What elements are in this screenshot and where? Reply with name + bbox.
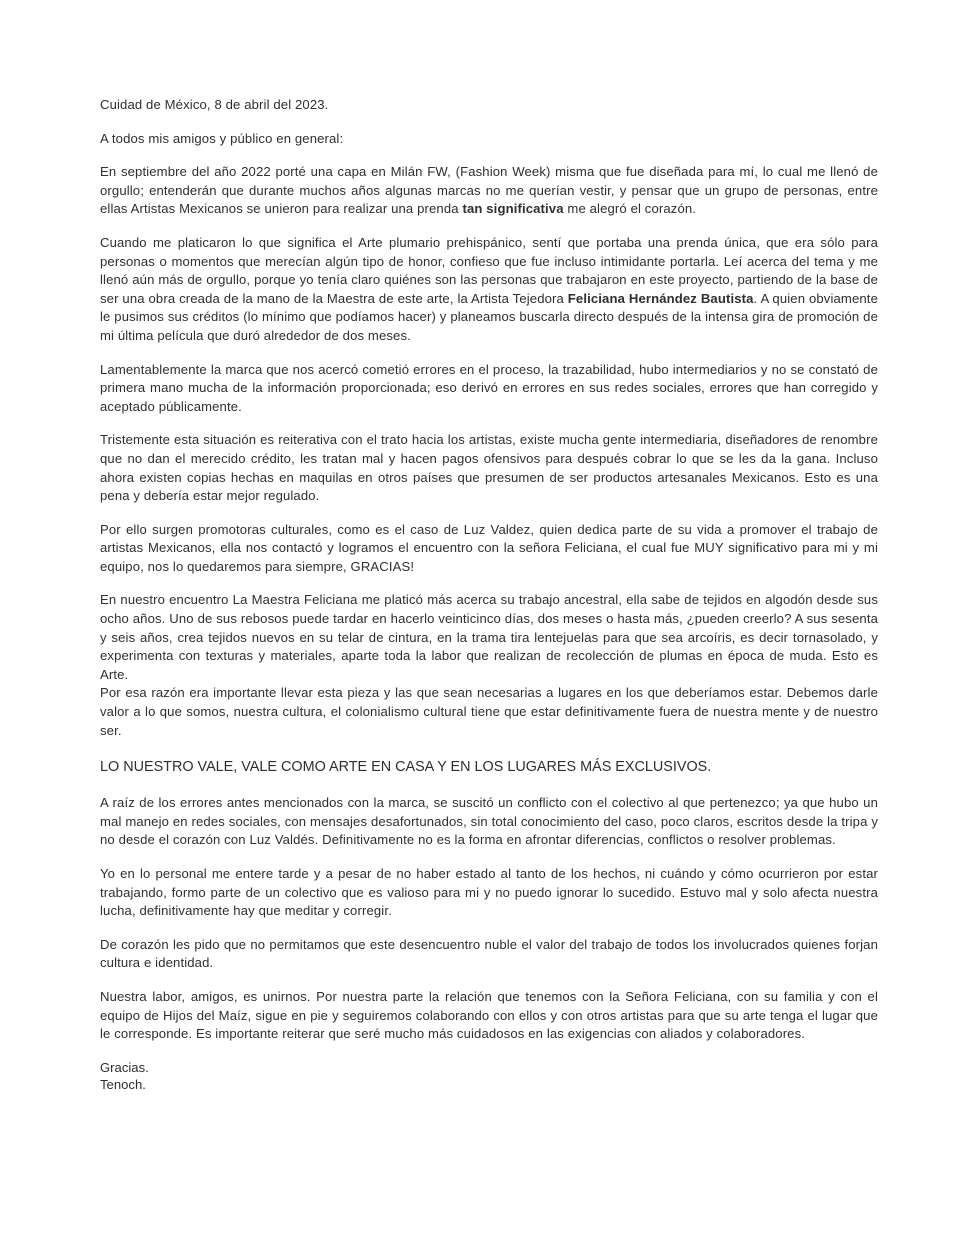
body-text: Lamentablemente la marca que nos acercó cometió errores en el proceso, la trazabilidad, hubo intermediarios y no se constató de primera mano mucha de la información proporcionada; eso derivó en errores en sus redes sociales, errores que han corregido y aceptado públicamente. <box>100 361 878 414</box>
closing-block <box>100 1059 878 1094</box>
headline-statement: LO NUESTRO VALE, VALE COMO ARTE EN CASA Y EN LOS LUGARES MÁS EXCLUSIVOS. <box>100 759 712 776</box>
closing-thanks: Gracias. <box>100 1059 149 1075</box>
signature-name: Tenoch. <box>100 1077 146 1093</box>
paragraph-9 <box>100 794 878 850</box>
paragraph-11 <box>100 936 878 973</box>
body-text: Por ello surgen promotoras culturales, como es el caso de Luz Valdez, quien dedica parte de su vida a promover el trabajo de artistas Mexicanos, ella nos contactó y logramos el encuentro con la señora Feliciana, el cual fue MUY significativo para mi y mi equipo, nos lo quedaremos para siempre, GRACIAS! <box>100 521 878 574</box>
body-text: A raíz de los errores antes mencionados con la marca, se suscitó un conflicto con el colectivo al que pertenezco; ya que hubo un mal manejo en redes sociales, con mensajes desafortunados, sin total conocimiento del caso, poco claros, escritos desde la tripa y no desde el corazón con Luz Valdés. Definitivamente no es la forma en afrontar diferencias, conflictos o resolver problemas. <box>100 795 878 848</box>
body-text: Yo en lo personal me entere tarde y a pesar de no haber estado al tanto de los hechos, ni cuándo y cómo ocurrieron por estar trabajando, formo parte de un colectivo que es valioso para mi y no puedo ignorar lo sucedido. Estuvo mal y solo afecta nuestra lucha, definitivamente hay que meditar y corregir. <box>100 866 878 919</box>
body-text: Nuestra labor, amigos, es unirnos. Por nuestra parte la relación que tenemos con la Señora Feliciana, con su familia y con el equipo de Hijos del Maíz, sigue en pie y seguiremos colaborando con ellos y con otros artistas para que su arte tenga el lugar que le corresponde. Es importante reiterar que seré mucho más cuidadosos en las exigencias con aliados y colaboradores. <box>100 988 878 1042</box>
letter-body <box>100 96 878 1094</box>
emphasis-text: tan significativa <box>462 201 564 217</box>
body-text: En nuestro encuentro La Maestra Feliciana me platicó más acerca su trabajo ancestral, ella sabe de tejidos en algodón desde sus ocho años. Uno de sus rebosos puede tardar en hacerlo veinticinco días, dos meses o hasta más, ¿pueden creerlo? A sus sesenta y seis años, crea tejidos nuevos en su telar de cintura, en la trama tira lentejuelas para que sea arcoíris, es decir tornasolado, y experimenta con texturas y materiales, aparte toda la labor que realizan de recolección de plumas en época de muda. Esto es Arte. <box>100 592 878 682</box>
body-text: . A quien obviamente le pusimos sus créditos (lo mínimo que podíamos hacer) y planeamos buscarla directo después de la intensa gira de promoción de mi última película que duró alrededor de dos meses. <box>100 290 878 343</box>
place-and-date: Cuidad de México, 8 de abril del 2023. <box>100 97 329 112</box>
salutation: A todos mis amigos y público en general: <box>100 130 344 146</box>
body-text: me alegró el corazón. <box>563 201 697 217</box>
paragraph-3 <box>100 361 878 417</box>
body-text: En septiembre del año 2022 porté una capa en Milán FW, (Fashion Week) misma que fue diseñada para mí, lo cual me llenó de orgullo; entenderán que durante muchos años algunas marcas no me querían vestir, y pensar que un grupo de personas, entre ellas Artistas Mexicanos se unieron para realizar una prenda <box>100 164 878 217</box>
emphasis-text: Feliciana Hernández Bautista <box>567 290 754 306</box>
paragraph-5 <box>100 521 878 577</box>
body-text: De corazón les pido que no permitamos que este desencuentro nuble el valor del trabajo de todos los involucrados quienes forjan cultura e identidad. <box>100 936 878 971</box>
paragraph-4 <box>100 431 878 505</box>
body-text: Cuando me platicaron lo que significa el Arte plumario prehispánico, sentí que portaba una prenda única, que era sólo para personas o momentos que merecían algún tipo de honor, confieso que fue incluso intimidante portarla. Leí acerca del tema y me llenó aún más de orgullo, porque yo tenía claro quiénes son las personas que trabajaron en este proyecto, partiendo de la base de ser una obra creada de la mano de la Maestra de este arte, la Artista Tejedora <box>100 234 878 306</box>
paragraph-2 <box>100 234 878 346</box>
body-text: Tristemente esta situación es reiterativa con el trato hacia los artistas, existe mucha gente intermediaria, diseñadores de renombre que no dan el merecido crédito, les tratan mal y hacen pagos ofensivos para después cobrar lo que se les da la gana. Incluso ahora existen copias hechas en maquilas en otros países que presumen de ser productos artesanales Mexicanos. Esto es una pena y debería estar mejor regulado. <box>100 432 878 504</box>
paragraph-10 <box>100 865 878 921</box>
paragraph-7 <box>100 684 878 740</box>
paragraph-12 <box>100 988 878 1044</box>
paragraph-1 <box>100 163 878 219</box>
paragraph-6 <box>100 591 878 684</box>
body-text: Por esa razón era importante llevar esta pieza y las que sean necesarias a lugares en los que deberíamos estar. Debemos darle valor a lo que somos, nuestra cultura, el colonialismo cultural tiene que estar definitivamente fuera de nuestra mente y de nuestro ser. <box>100 685 878 738</box>
